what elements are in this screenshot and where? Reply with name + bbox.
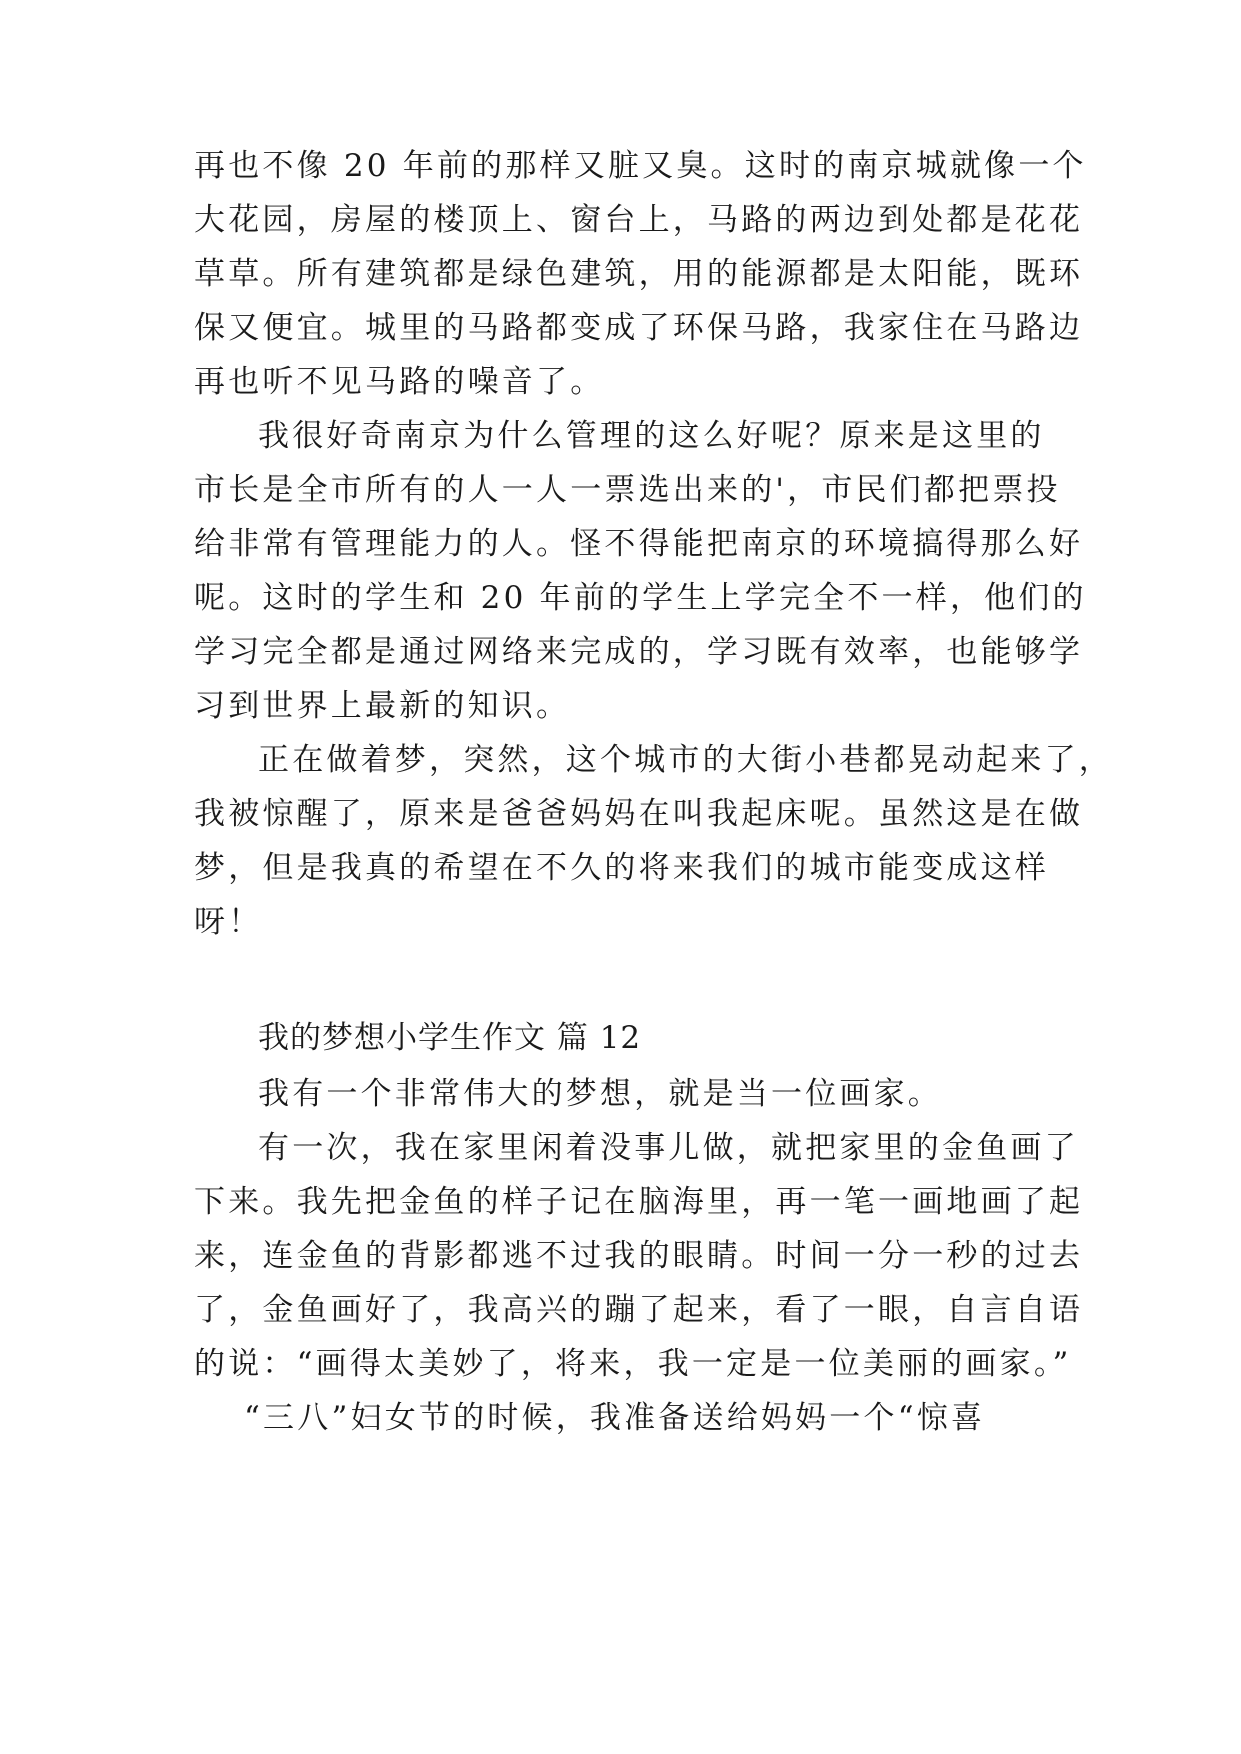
text-line: 再也不像 20 年前的那样又脏又臭。这时的南京城就像一个 — [194, 148, 1087, 184]
paragraph-start: 我有一个非常伟大的梦想，就是当一位画家。 — [258, 1076, 942, 1112]
text-line: 学习完全都是通过网络来完成的，学习既有效率，也能够学 — [194, 634, 1084, 670]
paragraph-start: 我很好奇南京为什么管理的这么好呢？原来是这里的 — [258, 418, 1045, 454]
text-line: 的说：“画得太美妙了，将来，我一定是一位美丽的画家。” — [194, 1346, 1072, 1382]
text-line: 草草。所有建筑都是绿色建筑，用的能源都是太阳能，既环 — [194, 256, 1084, 292]
paragraph-start: 正在做着梦，突然，这个城市的大街小巷都晃动起来了， — [258, 742, 1113, 778]
text-line: 梦，但是我真的希望在不久的将来我们的城市能变成这样 — [194, 850, 1049, 886]
text-line: 保又便宜。城里的马路都变成了环保马路，我家住在马路边 — [194, 310, 1084, 346]
text-line: 来，连金鱼的背影都逃不过我的眼睛。时间一分一秒的过去 — [194, 1238, 1084, 1274]
paragraph-start: 有一次，我在家里闲着没事儿做，就把家里的金鱼画了 — [258, 1130, 1079, 1166]
text-line: 给非常有管理能力的人。怪不得能把南京的环境搞得那么好 — [194, 526, 1084, 562]
text-line: 大花园，房屋的楼顶上、窗台上，马路的两边到处都是花花 — [194, 202, 1084, 238]
text-line: 了，金鱼画好了，我高兴的蹦了起来，看了一眼，自言自语 — [194, 1292, 1084, 1328]
text-line: 呢。这时的学生和 20 年前的学生上学完全不一样，他们的 — [194, 580, 1087, 616]
text-line: 习到世界上最新的知识。 — [194, 688, 571, 724]
text-line: 下来。我先把金鱼的样子记在脑海里，再一笔一画地画了起 — [194, 1184, 1084, 1220]
text-line: 呀！ — [194, 904, 263, 940]
text-line: 再也听不见马路的噪音了。 — [194, 364, 605, 400]
section-heading: 我的梦想小学生作文 篇 12 — [258, 1020, 642, 1056]
paragraph-start: “三八”妇女节的时候，我准备送给妈妈一个“惊喜 — [244, 1400, 986, 1436]
text-line: 市长是全市所有的人一人一票选出来的'，市民们都把票投 — [194, 472, 1061, 508]
text-line: 我被惊醒了，原来是爸爸妈妈在叫我起床呢。虽然这是在做 — [194, 796, 1084, 832]
